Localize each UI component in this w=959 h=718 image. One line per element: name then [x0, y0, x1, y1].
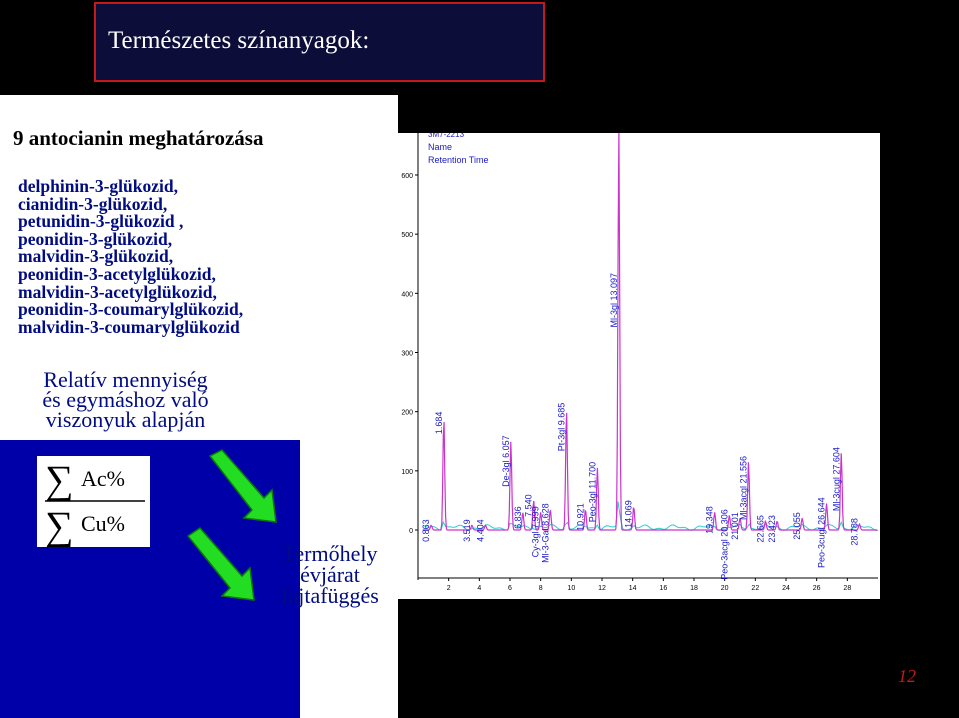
ratio-formula [37, 456, 150, 547]
compound-item: peonidin-3-coumarylglükozid, [18, 299, 244, 320]
relative-amount-text [18, 367, 233, 432]
header-retention: Retention Time [428, 155, 489, 165]
peak-label: 14.069 [623, 500, 634, 528]
peak-label: 19.348 [704, 506, 715, 534]
peak-label: Pt-3gl 9.685 [556, 402, 567, 452]
peak-label: Ml-3cugl 27.604 [831, 447, 842, 512]
sigma-symbol: ∑ [45, 503, 74, 547]
compound-item: petunidin-3-glükozid , [18, 211, 184, 232]
compound-item: malvidin-3-acetylglükozid, [18, 281, 217, 302]
x-tick-label: 2 [446, 585, 451, 592]
peak-label: Ml-3gl 13.097 [608, 273, 619, 328]
peak-label: Peo-3gl 11.700 [587, 461, 598, 523]
x-tick-label: 4 [477, 585, 482, 592]
compound-list [18, 178, 398, 336]
x-tick-label: 26 [812, 585, 821, 592]
compound-item: cianidin-3-glükozid, [18, 193, 168, 214]
peak-label: 25.055 [792, 512, 803, 540]
x-tick-label: 20 [720, 585, 729, 592]
x-tick-label: 16 [659, 585, 668, 592]
sigma-symbol: ∑ [45, 457, 74, 502]
x-tick-label: 24 [782, 585, 790, 592]
y-tick-label: 600 [401, 173, 413, 180]
slide-title: Természetes színanyagok: [108, 27, 370, 54]
compound-item: peonidin-3-glükozid, [18, 228, 173, 249]
factor-line: fajtafüggés [281, 583, 379, 608]
peak-label: Peo-3cugl 26.644 [816, 497, 827, 568]
trace-cyan [423, 502, 878, 531]
peak-label: 23.423 [767, 515, 778, 543]
y-tick-label: 200 [401, 409, 413, 417]
peak-label: Ml-3-Gal 8.628 [540, 503, 551, 563]
relative-line: Relatív mennyiség [43, 367, 208, 392]
x-tick-label: 8 [538, 585, 543, 592]
y-tick-label: 400 [401, 291, 413, 299]
peak-label: 0.863 [421, 519, 432, 542]
x-tick-label: 10 [567, 585, 576, 592]
compound-item: peonidin-3-acetylglükozid, [18, 263, 216, 284]
compound-item: delphinin-3-glükozid, [18, 176, 178, 196]
peak-label: Cy-3gl 7.999 [530, 506, 541, 558]
y-tick-label: 0 [409, 528, 413, 535]
formula-graphic [37, 456, 150, 547]
header-top: 3M7-2213 [428, 133, 465, 139]
y-tick-label: 300 [401, 350, 413, 358]
peak-label: Peo-3acgl 20.306 [719, 509, 730, 580]
compound-item: malvidin-3-coumarylglükozid [18, 316, 240, 337]
peak-label: De-3gl 6.057 [500, 435, 511, 487]
x-tick-label: 6 [508, 585, 512, 592]
peak-label: 22.665 [755, 515, 766, 543]
header-name: Name [428, 142, 453, 152]
x-tick-label: 22 [751, 585, 760, 592]
peak-label: 1.684 [433, 411, 444, 435]
peak-label: 28.788 [849, 518, 860, 546]
relative-line: viszonyuk alapján [45, 407, 206, 432]
peak-label: 10.921 [575, 503, 586, 531]
x-tick-label: 12 [598, 585, 606, 592]
numerator: Ac% [81, 466, 125, 491]
heading: 9 antocianin meghatározása [13, 126, 264, 150]
y-tick-label: 100 [401, 468, 413, 476]
x-tick-label: 28 [843, 585, 852, 592]
arrow-upper [210, 450, 276, 522]
x-tick-label: 14 [628, 585, 637, 592]
denominator: Cu% [81, 511, 125, 536]
page-number: 12 [898, 666, 916, 686]
x-tick-label: 18 [690, 585, 698, 592]
chromatogram-plot [398, 133, 880, 599]
compound-item: malvidin-3-glükozid, [18, 246, 174, 267]
peak-label: Ml-3acgl 21.556 [738, 456, 749, 521]
factor-line: Termőhely [282, 541, 378, 566]
peak-label: 21.001 [730, 512, 740, 540]
peak-label: 3.519 [462, 519, 472, 542]
peak-label: 6.836 [512, 506, 523, 529]
factor-line: évjárat [300, 562, 360, 587]
y-tick-label: 500 [401, 232, 413, 240]
trace-magenta [423, 133, 878, 530]
relative-line: és egymáshoz való [42, 387, 209, 412]
arrow-lower [188, 528, 254, 600]
peak-label: 4.404 [475, 519, 486, 542]
factors-text [268, 543, 392, 606]
peak-label: 7.540 [523, 494, 534, 517]
chromatogram [398, 133, 880, 599]
